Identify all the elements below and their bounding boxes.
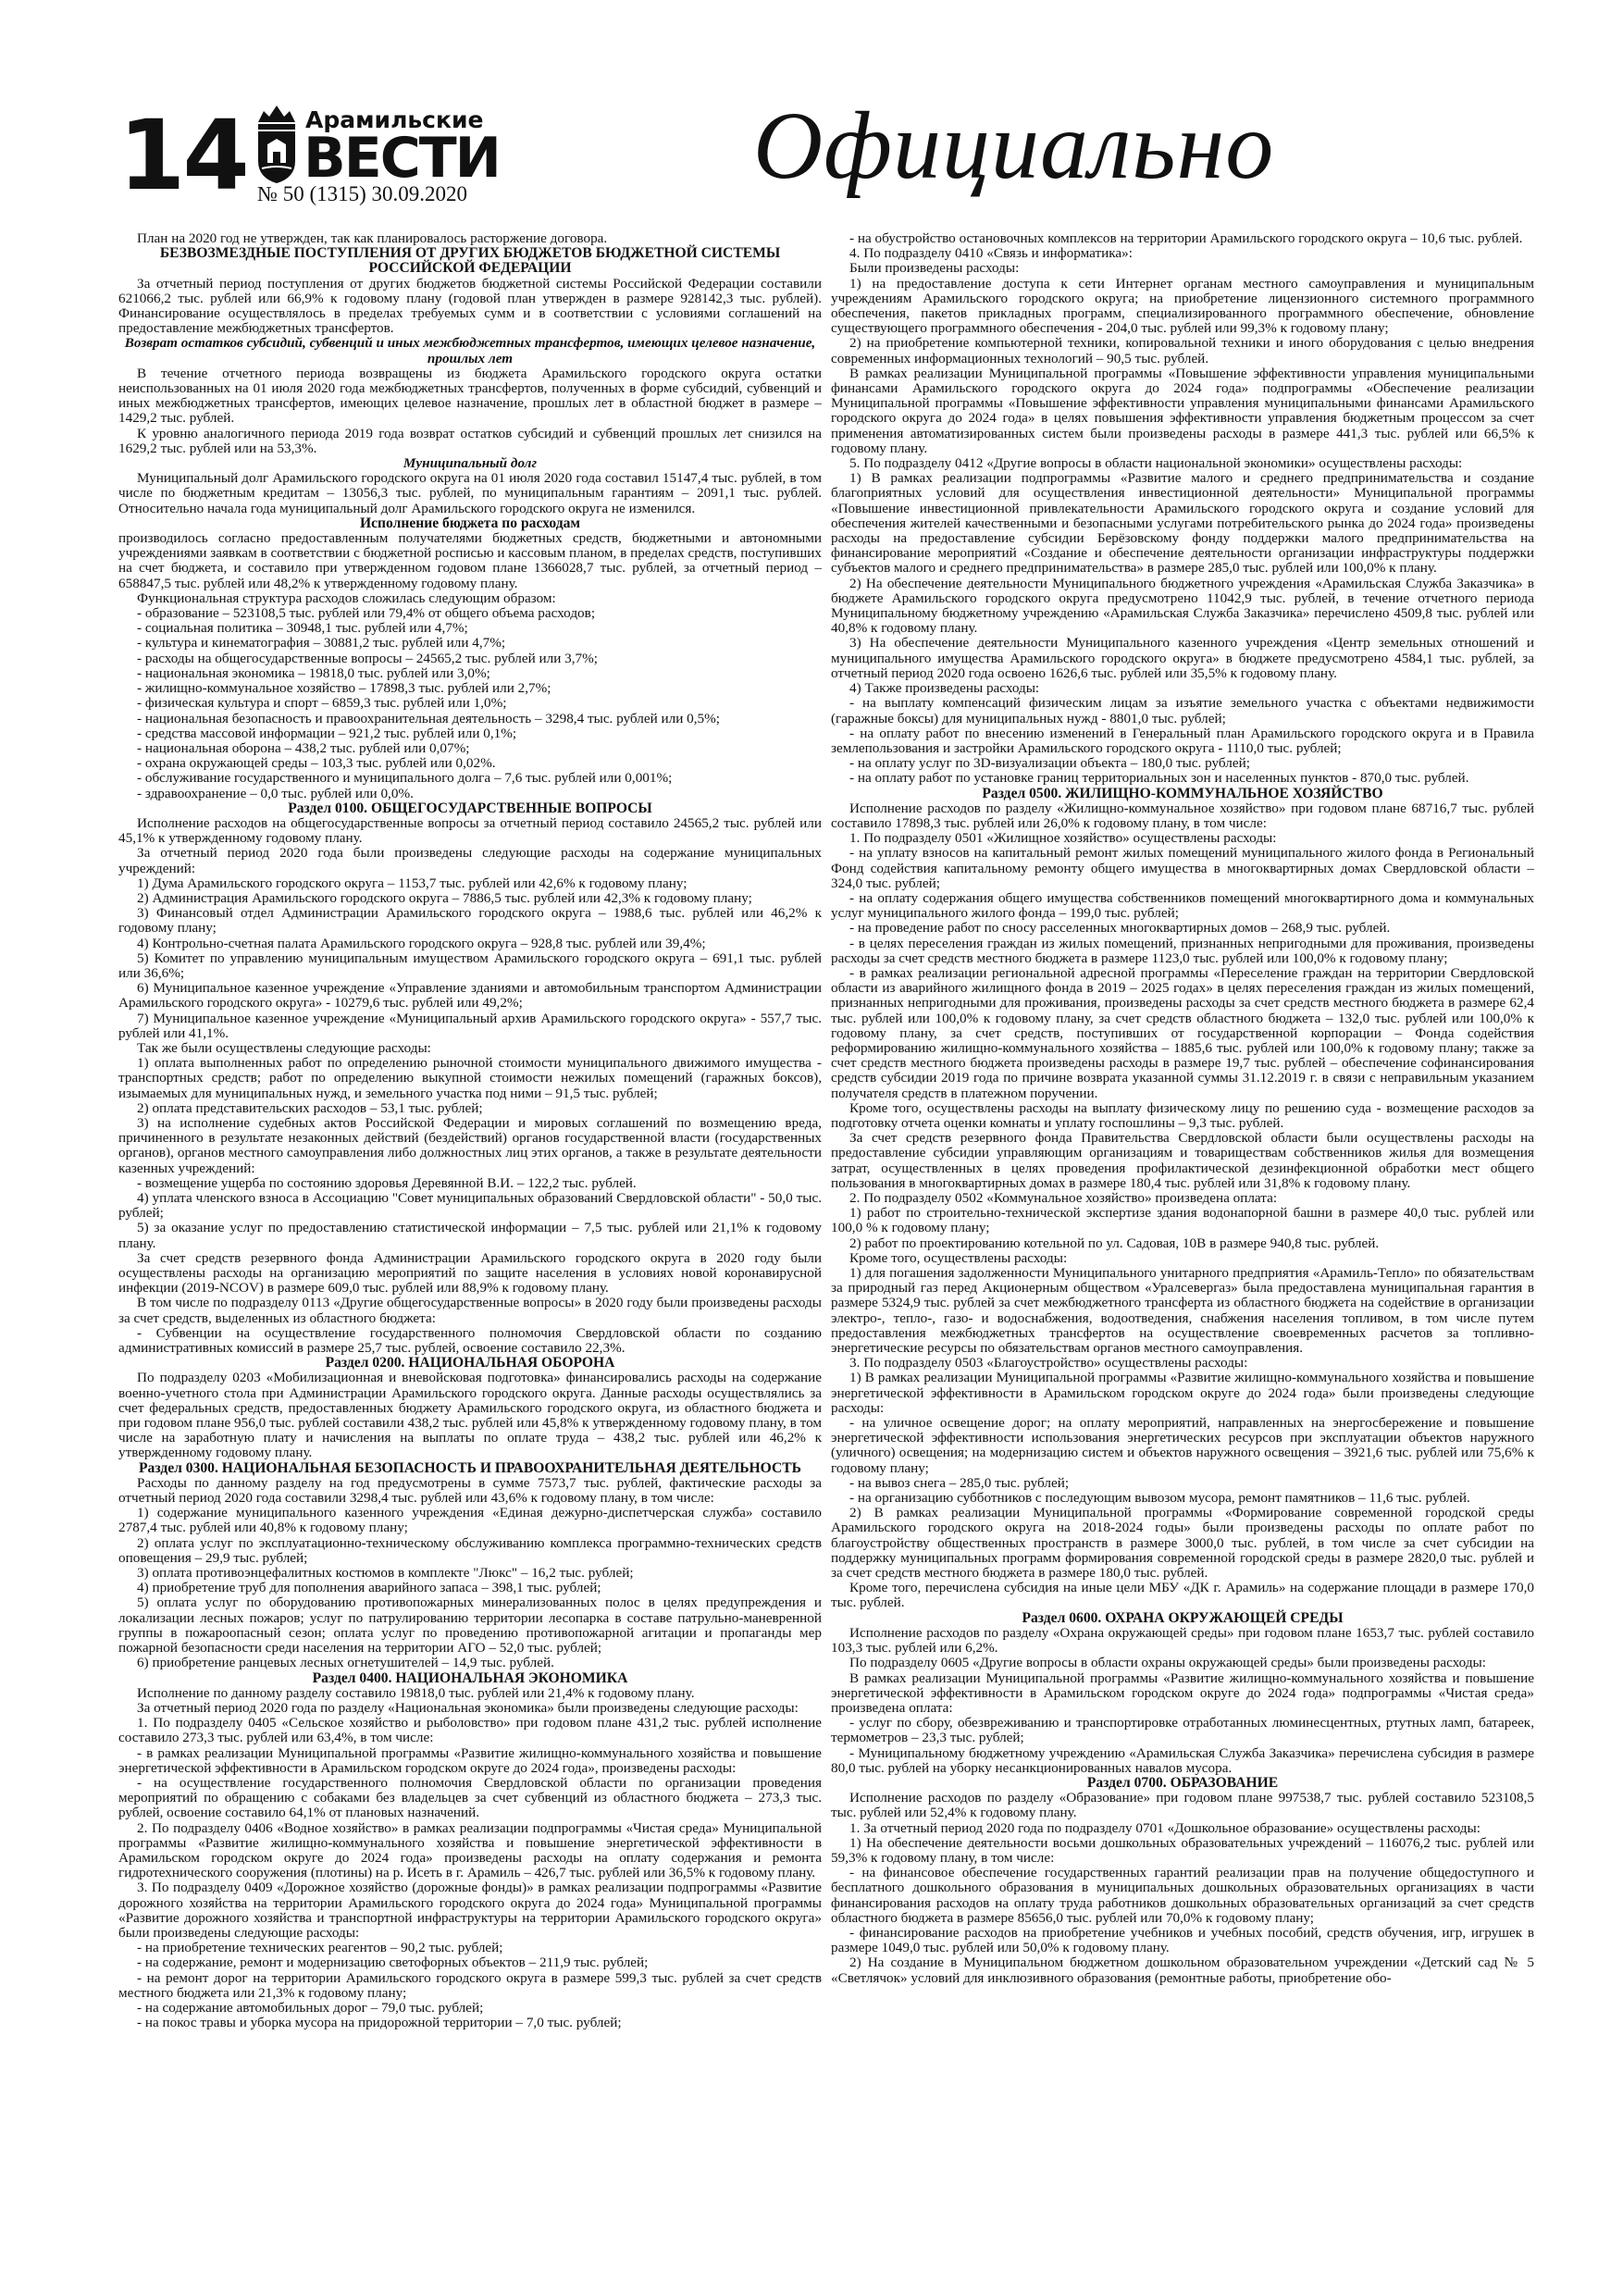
paragraph: По подразделу 0605 «Другие вопросы в области охраны окружающей среды» были произведены расходы: xyxy=(849,1655,1486,1671)
paragraph: Исполнение расходов по разделу «Образование» при годовом плане 997538,7 тыс. рублей составило 523108,5 тыс. рублей или 52,4% к годовому плану. xyxy=(831,1790,1534,1821)
list-item: - на вывоз снега – 285,0 тыс. рублей; xyxy=(849,1474,1070,1491)
paragraph: 2) на приобретение компьютерной техники, копировальной техники и иного оборудования с целью внедрения современных информационных технологий – 90,5 тыс. рублей. xyxy=(831,335,1534,366)
list-item: - на приобретение технических реагентов – 90,2 тыс. рублей; xyxy=(137,1940,503,1956)
paragraph: 5. По подразделу 0412 «Другие вопросы в области национальной экономики» осуществлены расходы: xyxy=(849,455,1463,472)
paragraph: 1) В рамках реализации подпрограммы «Развитие малого и среднего предпринимательства и создание благоприятных условий для осуществления инвестиционной деятельности» Муниципальной программы «Повышение инвестиционной привлекательности Арамильского городского округа и создание условий для обеспечения жителей качественными и безопасными услугами потребительского рынка до 2024 года» произведены расходы на предоставление субсидии Берёзовскому фонду поддержки малого предпринимательства на финансирование мероприятий «Создание и обеспечение деятельности организации инфраструктуры поддержки субъектов малого и среднего предпринимательства» в размере 285,0 тыс. рублей или 100,0% к плану. xyxy=(831,470,1534,577)
list-item: - жилищно-коммунальное хозяйство – 17898,3 тыс. рублей или 2,7%; xyxy=(137,680,551,697)
list-item: - на оплату услуг по 3D-визуализации объекта – 180,0 тыс. рублей; xyxy=(849,755,1250,772)
paragraph: - финансирование расходов на приобретение учебников и учебных пособий, средств обучения, игр, игрушек в размере 1049,0 тыс. рублей или 50,0% к годовому плану. xyxy=(831,1924,1534,1956)
page-number: 14 xyxy=(118,99,247,212)
left-column xyxy=(118,231,822,2277)
logo-main-text: ВЕСТИ xyxy=(304,126,500,191)
list-item: - в целях переселения граждан из жилых помещений, признанных непригодными для проживания, произведены расходы за счет средств местного бюджета в размере 1123,0 тыс. рублей или 100,0% к годовому плану; xyxy=(831,935,1534,966)
paragraph: производилось согласно предоставленным получателями бюджетных средств, бюджетными и автономными учреждениями заявкам в соответствии с бюджетной росписью и кассовым планом, в пределах средств, поступивших на счет бюджета, и составило при утвержденном годовом плане 1366028,7 тыс. рублей, за отчетный период – 658847,5 тыс. рублей или 48,2% к утвержденному годовому плану. xyxy=(118,530,822,591)
list-item: - расходы на общегосударственные вопросы – 24565,2 тыс. рублей или 3,7%; xyxy=(137,650,598,666)
list-item: - национальная безопасность и правоохранительная деятельность – 3298,4 тыс. рублей или 0,5%; xyxy=(137,710,721,726)
list-item: 4) приобретение труб для пополнения аварийного запаса – 398,1 тыс. рублей; xyxy=(137,1580,601,1596)
paragraph: В рамках реализации Муниципальной программы «Развитие жилищно-коммунального хозяйства и повышение энергетической эффективности в Арамильском городском округе до 2024 года» подпрограммы «Чистая среда» произведена оплата: xyxy=(831,1669,1534,1716)
paragraph: Исполнение по данному разделу составило 19818,0 тыс. рублей или 21,4% к годовому плану. xyxy=(137,1684,695,1701)
paragraph: 1. По подразделу 0405 «Сельское хозяйство и рыболовство» при годовом плане 431,2 тыс. рублей исполнение составило 273,3 тыс. рублей или 63,4%, в том числе: xyxy=(118,1715,822,1746)
list-item: 2) Администрация Арамильского городского округа – 7886,5 тыс. рублей или 42,3% к годовому плану; xyxy=(137,889,752,906)
paragraph: 3. По подразделу 0409 «Дорожное хозяйство (дорожные фонды)» в рамках реализации подпрограммы «Развитие дорожного хозяйства на территории Арамильского городского округа до 2024 года» Муниципальной программы «Развитие дорожного хозяйства и транспортной инфраструктуры на территории Арамильского городского округа» были произведены следующие расходы: xyxy=(118,1880,822,1941)
list-item: 3) оплата противоэнцефалитных костюмов в комплекте "Люкс" – 16,2 тыс. рублей; xyxy=(137,1565,634,1582)
paragraph: Исполнение расходов на общегосударственные вопросы за отчетный период составило 24565,2 тыс. рублей или 45,1% к утвержденному годовому плану. xyxy=(118,814,822,847)
section-title: Официально xyxy=(753,93,1275,199)
list-item: - на оплату работ по установке границ территориальных зон и населенных пунктов - 870,0 тыс. рублей. xyxy=(849,770,1469,787)
roads-list xyxy=(118,1941,822,2030)
paragraph: 1) В рамках реализации Муниципальной программы «Развитие жилищно-коммунального хозяйства и повышение энергетической эффективности в Арамильском городском округе до 2024 года» были произведены следующие расходы: xyxy=(831,1370,1534,1416)
list-item: 2) оплата представительских расходов – 53,1 тыс. рублей; xyxy=(137,1099,483,1116)
list-item: - охрана окружающей среды – 103,3 тыс. рублей или 0,02%. xyxy=(137,755,496,772)
heading-section-0700: Раздел 0700. ОБРАЗОВАНИЕ xyxy=(1086,1774,1279,1791)
paragraph: - услуг по сбору, обезвреживанию и транспортировке отработанных люминесцентных, ртутных ламп, батареек, термометров – 23,3 тыс. рублей; xyxy=(831,1715,1534,1746)
heading-return: Возврат остатков субсидий, субвенций и иных межбюджетных трансфертов, имеющих целевое назначение, прошлых лет xyxy=(124,335,816,366)
paragraph: 2) На создание в Муниципальном бюджетном дошкольном образовательном учреждении «Детский сад № 5 «Светлячок» условий для инклюзивного образования (ремонтные работы, приобретение обо- xyxy=(831,1955,1534,1986)
city-coat-of-arms-icon xyxy=(254,104,299,185)
list-item: - возмещение ущерба по состоянию здоровья Деревянной В.И. – 122,2 тыс. рублей. xyxy=(137,1174,637,1191)
paragraph: Функциональная структура расходов сложилась следующим образом: xyxy=(137,590,556,606)
list-item: - в рамках реализации региональной адресной программы «Переселение граждан на территории Свердловской области из аварийного жилищного фонда в 2019 – 2025 годах» в целях переселения граждан из жилых помещений, признанных непригодными для проживания, произведены расходы за счет средств местного бюджета в размере 62,4 тыс. рублей или 100,0% к годовому плану, за счет средств областного бюджета – 132,0 тыс. рублей или 100,0% к годовому плану, за счет средств, поступивших от государственной корпорации – Фонда содействия реформированию жилищно-коммунального хозяйства – 1885,6 тыс. рублей или 100,0% к годовому плану; также за счет средств местного бюджета произведены расходы в размере 19,7 тыс. рублей – обеспечение софинансирования средств субсидии 2019 года по причине возврата указанной суммы 31.12.2019 г. в связи с неправильным указанием получателя средств в платежном поручении. xyxy=(831,964,1534,1101)
list-item: - культура и кинематография – 30881,2 тыс. рублей или 4,7%; xyxy=(137,635,506,652)
paragraph: 1) работ по строительно-технической экспертизе здания водонапорной башни в размере 40,0 тыс. рублей или 100,0 % к годовому плану; xyxy=(831,1205,1534,1236)
list-item: 3) на исполнение судебных актов Российской Федерации и мировых соглашений по возмещению вреда, причиненного в результате незаконных действий (бездействий) органов государственной власти (государственных органов), органов местного самоуправления либо должностных лиц этих органов, а также в результате деятельности казенных учреждений: xyxy=(118,1114,822,1176)
paragraph: К уровню аналогичного периода 2019 года возврат остатков субсидий и субвенций прошлых лет снизился на 1629,2 тыс. рублей или на 53,3%. xyxy=(118,425,822,456)
paragraph: 2) В рамках реализации Муниципальной программы «Формирование современной городской среды Арамильского городского округа на 2018-2024 годы» были произведены расходы по оплате работ по благоустройству общественных пространств в размере 3000,0 тыс. рублей, в том числе за счет субсидии на поддержку муниципальных программ формирования современной городской среды в размере 2820,0 тыс. рублей и за счет средств местного бюджета в размере 180,0 тыс. рублей. xyxy=(831,1505,1534,1582)
paragraph: Кроме того, перечислена субсидия на иные цели МБУ «ДК г. Арамиль» на содержание площади в размере 170,0 тыс. рублей. xyxy=(831,1580,1534,1611)
list-item: - на оплату содержания общего имущества собственников помещений многоквартирного дома и коммунальных услуг муниципального жилого фонда – 199,0 тыс. рублей; xyxy=(831,889,1534,922)
paragraph: За отчетный период 2020 года были произведены следующие расходы на содержание муниципальных учреждений: xyxy=(118,845,822,876)
list-item: - на оплату работ по внесению изменений в Генеральный план Арамильского городского округа и в Правила землепользования и застройки Арамильского городского округа - 1110,0 тыс. рублей; xyxy=(831,725,1534,756)
paragraph: - на осуществление государственного полномочия Свердловской области по организации проведения мероприятий по обращению с собаками без владельцев за счет субвенций из областного бюджета – 273,3 тыс. рублей, освоение составило 64,1% от плановых назначений. xyxy=(118,1774,822,1821)
paragraph: Кроме того, осуществлены расходы на выплату физическому лицу по решению суда - возмещение расходов за подготовку отчета оценки комнаты и уплату госпошлины – 9,3 тыс. рублей. xyxy=(831,1099,1534,1131)
list-item: - на ремонт дорог на территории Арамильского городского округа в размере 599,3 тыс. рублей за счет средств местного бюджета или 21,3% к годовому плану; xyxy=(118,1969,822,2001)
list-item: - на содержание, ремонт и модернизацию светофорных объектов – 211,9 тыс. рублей; xyxy=(137,1955,649,1971)
paragraph: - в рамках реализации Муниципальной программы «Развитие жилищно-коммунального хозяйства и повышение энергетической эффективности в Арамильском городском округе до 2024 года», произведены расходы: xyxy=(118,1744,822,1776)
newspaper-logo xyxy=(254,104,500,191)
expenses-list xyxy=(118,1056,822,1251)
heading-section-0300: Раздел 0300. НАЦИОНАЛЬНАЯ БЕЗОПАСНОСТЬ И ПРАВООХРАНИТЕЛЬНАЯ ДЕЯТЕЛЬНОСТЬ xyxy=(139,1459,801,1476)
paragraph: 1. За отчетный период 2020 года по подразделу 0701 «Дошкольное образование» осуществлены расходы: xyxy=(849,1819,1481,1836)
list-item: - на организацию субботников с последующим вывозом мусора, ремонт памятников – 11,6 тыс. рублей. xyxy=(849,1490,1470,1507)
paragraph: - Субвенции на осуществление государственного полномочия Свердловской области по созданию административных комиссий в размере 25,7 тыс. рублей, освоение составило 22,3%. xyxy=(118,1324,822,1357)
paragraph: Были произведены расходы: xyxy=(849,260,1020,277)
paragraph: За счет средств резервного фонда Администрации Арамильского городского округа в 2020 году были осуществлены расходы на организацию мероприятий по защите населения в условиях новой коронавирусной инфекции (2019-NCOV) в размере 609,0 тыс. рублей или 88,9% к годовому плану. xyxy=(118,1249,822,1297)
list-item: - национальная оборона – 438,2 тыс. рублей или 0,07%; xyxy=(137,739,470,756)
paragraph: Муниципальный долг Арамильского городского округа на 01 июля 2020 года составил 15147,4 тыс. рублей, в том числе по бюджетным кредитам – 13056,3 тыс. рублей, по муниципальным гарантиям – 2091,1 тыс. рублей. Относительно начала года муниципальный долг Арамильского городского округа не изменился. xyxy=(118,470,822,516)
paragraph: - на финансовое обеспечение государственных гарантий реализации прав на получение общедоступного и бесплатного дошкольного образования в муниципальных дошкольных образовательных организациях в части финансирования расходов на оплату труда работников дошкольных образовательных организаций за счет средств областного бюджета в размере 85656,0 тыс. рублей или 70,0% к годовому плану; xyxy=(831,1865,1534,1926)
paragraph: 1. По подразделу 0501 «Жилищное хозяйство» осуществлены расходы: xyxy=(849,830,1277,847)
list-item: 2) оплата услуг по эксплуатационно-техническому обслуживанию комплекса программно-технических средств оповещения – 29,9 тыс. рублей; xyxy=(118,1534,822,1566)
list-item: - на выплату компенсаций физическим лицам за изъятие земельного участка с объектами недвижимости (гаражные боксы) для муниципальных нужд - 8801,0 тыс. рублей; xyxy=(831,695,1534,726)
paragraph: Так же были осуществлены следующие расходы: xyxy=(137,1039,431,1056)
paragraph: 1) на предоставление доступа к сети Интернет органам местного самоуправления и муниципальным учреждениям Арамильского городского округа; на приобретение лицензионного системного программного обеспечения, пакетов прикладных программ, специализированного программного обеспечение, обновление существующего программного обеспечения - 204,0 тыс. рублей или 99,3% к годовому плану; xyxy=(831,275,1534,337)
list-item: 1) оплата выполненных работ по определению рыночной стоимости муниципального движимого имущества - транспортных средств; работ по определению выкупной стоимости нежилых помещений (гаражных боксов), изымаемых для муниципальных нужд, и земельного участка под ними – 91,5 тыс. рублей; xyxy=(118,1055,822,1101)
heading-section-0100: Раздел 0100. ОБЩЕГОСУДАРСТВЕННЫЕ ВОПРОСЫ xyxy=(288,800,652,816)
list-item: 6) приобретение ранцевых лесных огнетушителей – 14,9 тыс. рублей. xyxy=(137,1655,554,1671)
list-item: 1) Дума Арамильского городского округа – 1153,7 тыс. рублей или 42,6% к годовому плану; xyxy=(137,875,688,891)
paragraph: Исполнение расходов по разделу «Охрана окружающей среды» при годовом плане 1653,7 тыс. рублей составило 103,3 тыс. рублей или 6,2%. xyxy=(831,1624,1534,1657)
issue-number-date: № 50 (1315) 30.09.2020 xyxy=(257,182,468,205)
paragraph: 2) На обеспечение деятельности Муниципального бюджетного учреждения «Арамильская Служба Заказчика» в бюджете Арамильского городского округа предусмотрено 11042,9 тыс. рублей, в течение отчетного периода Муниципальному бюджетному учреждению «Арамильская Служба Заказчика» перечислено 4509,8 тыс. рублей или 40,8% к годовому плану. xyxy=(831,575,1534,637)
paragraph: - на обустройство остановочных комплексов на территории Арамильского городского округа – 10,6 тыс. рублей. xyxy=(849,231,1523,246)
paragraph: За счет средств резервного фонда Правительства Свердловской области были осуществлены расходы на предоставление субсидии управляющим организациям и товариществам собственников жилья для возмещения затрат, осуществленных в целях проведения профилактической дезинфекционной обработки мест общего пользования в многоквартирных домах в размере 180,4 тыс. рублей или 31,8% к годовому плану. xyxy=(831,1130,1534,1191)
list-item: - социальная политика – 30948,1 тыс. рублей или 4,7%; xyxy=(137,620,468,637)
paragraph: 4. По подразделу 0410 «Связь и информатика»: xyxy=(849,245,1133,262)
paragraph: 1) На обеспечение деятельности восьми дошкольных образовательных учреждений – 116076,2 тыс. рублей или 59,3% к годовому плану, в том числе: xyxy=(831,1834,1534,1866)
heading-section-0600: Раздел 0600. ОХРАНА ОКРУЖАЮЩЕЙ СРЕДЫ xyxy=(1022,1609,1344,1626)
housing-list xyxy=(831,846,1534,1100)
paragraph: В рамках реализации Муниципальной программы «Повышение эффективности управления муниципальными финансами Арамильского городского округа до 2024 года» подпрограммы «Обеспечение реализации Муниципальной программы «Повышение эффективности управления муниципальными финансами Арамильского городского округа до 2024 года» в целях повышения эффективности управления бюджетным процессом за счет применения автоматизированных систем были произведены расходы в размере 441,3 тыс. рублей или 66,5% к годовому плану. xyxy=(831,365,1534,456)
right-column xyxy=(831,231,1534,2277)
list-item: - на содержание автомобильных дорог – 79,0 тыс. рублей; xyxy=(137,1999,484,2016)
security-list xyxy=(118,1506,822,1670)
list-item: 1) содержание муниципального казенного учреждения «Единая дежурно-диспетчерская служба» составило 2787,4 тыс. рублей или 40,8% к годовому плану; xyxy=(118,1505,822,1536)
list-item: - на проведение работ по сносу расселенных многоквартирных домов – 268,9 тыс. рублей. xyxy=(849,920,1391,937)
paragraph: По подразделу 0203 «Мобилизационная и вневойсковая подготовка» финансировались расходы на содержание военно-учетного стола при Администрации Арамильского городского округа. Данные расходы осуществлялись за счет федеральных средств, предоставленных бюджету Арамильского городского округа, из областного бюджета и при годовом плане 956,0 тыс. рублей составили 438,2 тыс. рублей или 45,8% к утвержденному годовому плану, в том числе на заработную плату и начисления на выплаты по оплате труда – 438,2 тыс. рублей или 46,2% к утвержденному годовому плану. xyxy=(118,1370,822,1461)
heading-section-0400: Раздел 0400. НАЦИОНАЛЬНАЯ ЭКОНОМИКА xyxy=(312,1669,628,1686)
institutions-list xyxy=(118,876,822,1041)
paragraph: За отчетный период 2020 года по разделу «Национальная экономика» были произведены следующие расходы: xyxy=(137,1699,799,1716)
landscaping-list xyxy=(831,1416,1534,1506)
list-item: 4) уплата членского взноса в Ассоциацию "Совет муниципальных образований Свердловской области" - 50,0 тыс. рублей; xyxy=(118,1190,822,1222)
list-item: 4) Контрольно-счетная палата Арамильского городского округа – 928,8 тыс. рублей или 39,4%; xyxy=(137,935,706,951)
list-item: - здравоохранение – 0,0 тыс. рублей или 0,0%. xyxy=(137,785,414,801)
heading-debt: Муниципальный долг xyxy=(403,455,538,472)
paragraph: Исполнение расходов по разделу «Жилищно-коммунальное хозяйство» при годовом плане 68716,7 тыс. рублей составило 17898,3 тыс. рублей или 26,0% к годовому плану, в том числе: xyxy=(831,800,1534,831)
list-item: 6) Муниципальное казенное учреждение «Управление зданиями и автомобильным транспортом Администрации Арамильского городского округа» - 10279,6 тыс. рублей или 49,2%; xyxy=(118,980,822,1011)
logo-top-text: Арамильские xyxy=(305,106,484,133)
paragraph: 2. По подразделу 0406 «Водное хозяйство» в рамках реализации подпрограммы «Чистая среда» Муниципальной программы «Развитие жилищно-коммунального хозяйства и повышение энергетической эффективности в Арамильском городском округе до 2024 года» произведены расходы на оплату содержания и ремонта гидротехнического сооружения (плотины) на р. Исеть в г. Арамиль – 426,7 тыс. рублей или 36,5% к годовому плану. xyxy=(118,1819,822,1881)
paragraph: Расходы по данному разделу на год предусмотрены в сумме 7573,7 тыс. рублей, фактические расходы за отчетный период 2020 года составили 3298,4 тыс. рублей или 43,6% к годовому плану, в том числе: xyxy=(118,1474,822,1507)
list-item: 5) Комитет по управлению муниципальным имуществом Арамильского городского округа – 691,1 тыс. рублей или 36,6%; xyxy=(118,949,822,981)
paragraph: 3) На обеспечение деятельности Муниципального казенного учреждения «Центр земельных отношений и муниципального имущества Арамильского городского округа» в бюджете предусмотрено 4584,1 тыс. рублей, за отчетный период 2020 года освоено 1626,6 тыс. рублей или 35,5% к годовому плану. xyxy=(831,635,1534,681)
paragraph: Кроме того, осуществлены расходы: xyxy=(849,1249,1068,1266)
paragraph: 3. По подразделу 0503 «Благоустройство» осуществлены расходы: xyxy=(849,1355,1248,1371)
intro-paragraph: План на 2020 год не утвержден, так как планировалось расторжение договора. xyxy=(137,231,608,246)
list-item: - на уличное освещение дорог; на оплату мероприятий, направленных на энергосбережение и повышение энергетической эффективности использования энергетических ресурсов при эксплуатации объектов наружного (уличного) освещения; на модернизацию систем и объектов наружного освещения – 3921,6 тыс. рублей или 75,6% к годовому плану; xyxy=(831,1415,1534,1476)
list-item: 5) оплата услуг по оборудованию противопожарных минерализованных полос в целях предупреждения и локализации лесных пожаров; услуг по патрулированию территории лесопарка в составе патрульно-маневренной группы в пожароопасный сезон; оплата услуг по проведению противопожарной агитации и пропаганды мер пожарной безопасности среди населения на территории АГО – 52,0 тыс. рублей; xyxy=(118,1595,822,1657)
paragraph: За отчетный период поступления от других бюджетов бюджетной системы Российской Федерации составили 621066,2 тыс. рублей или 66,9% к годовому плану (годовой план утвержден в размере 928142,3 тыс. рублей). Финансирование осуществлялось в пределах требуемых сумм и в соответствии с условиями соглашений на предоставление межбюджетных трансфертов. xyxy=(118,275,822,337)
list-item: - национальная экономика – 19818,0 тыс. рублей или 3,0%; xyxy=(137,664,490,681)
paragraph: В течение отчетного периода возвращены из бюджета Арамильского городского округа остатки неиспользованных на 01 июля 2020 года межбюджетных трансфертов, полученных в форме субсидий, субвенций и иных межбюджетных трансфертов, имеющих целевое назначение, прошлых лет в областной бюджет в размере – 1429,2 тыс. рублей. xyxy=(118,365,822,427)
list-item: - обслуживание государственного и муниципального долга – 7,6 тыс. рублей или 0,001%; xyxy=(137,770,673,787)
list-item: - образование – 523108,5 тыс. рублей или 79,4% от общего объема расходов; xyxy=(137,605,596,622)
list-item: - на покос травы и уборка мусора на придорожной территории – 7,0 тыс. рублей; xyxy=(137,2015,622,2031)
other-expenses-list xyxy=(831,696,1534,786)
list-item: 5) за оказание услуг по предоставлению статистической информации – 7,5 тыс. рублей или 21,1% к годовому плану. xyxy=(118,1220,822,1251)
structure-list xyxy=(118,606,822,801)
heading-section-0200: Раздел 0200. НАЦИОНАЛЬНАЯ ОБОРОНА xyxy=(325,1355,615,1371)
list-item: - средства массовой информации – 921,2 тыс. рублей или 0,1%; xyxy=(137,725,517,741)
list-item: - на уплату взносов на капитальный ремонт жилых помещений муниципального жилого фонда в Региональный Фонд содействия капитальному ремонту общего имущества в многоквартирных домах Свердловской области – 324,0 тыс. рублей; xyxy=(831,845,1534,891)
paragraph: 2. По подразделу 0502 «Коммунальное хозяйство» произведена оплата: xyxy=(849,1190,1278,1206)
paragraph: 1) для погашения задолженности Муниципального унитарного предприятия «Арамиль-Тепло» по обязательствам за природный газ перед Акционерным обществом «Уралсевергаз» была предоставлена муниципальная гарантия в размере 5324,9 тыс. рублей за счет межбюджетного трансферта из областного бюджета на содействие в организации электро-, тепло-, газо- и водоснабжения, водоотведения, снабжения населения топливом, в том числе путем предоставления межбюджетных трансфертов на осуществление своевременных расчетов за топливно-энергетические ресурсы по обязательствам органов местного самоуправления. xyxy=(831,1265,1534,1357)
list-item: 7) Муниципальное казенное учреждение «Муниципальный архив Арамильского городского округа» - 557,7 тыс. рублей или 41,1%. xyxy=(118,1010,822,1041)
paragraph: - Муниципальному бюджетному учреждению «Арамильская Служба Заказчика» перечислена субсидия в размере 80,0 тыс. рублей на уборку несанкционированных навалов мусора. xyxy=(831,1744,1534,1776)
paragraph: 2) работ по проектированию котельной по ул. Садовая, 10В в размере 940,8 тыс. рублей. xyxy=(849,1235,1380,1251)
list-item: 3) Финансовый отдел Администрации Арамильского городского округа – 1988,6 тыс. рублей или 46,2% к годовому плану; xyxy=(118,905,822,937)
heading-transfers: БЕЗВОЗМЕЗДНЫЕ ПОСТУПЛЕНИЯ ОТ ДРУГИХ БЮДЖЕТОВ БЮДЖЕТНОЙ СИСТЕМЫ РОССИЙСКОЙ ФЕДЕРАЦИИ xyxy=(159,245,781,277)
paragraph: В том числе по подразделу 0113 «Другие общегосударственные вопросы» в 2020 году были произведены расходы за счет средств, выделенных из областного бюджета: xyxy=(118,1295,822,1326)
heading-section-0500: Раздел 0500. ЖИЛИЩНО-КОММУНАЛЬНОЕ ХОЗЯЙСТВО xyxy=(982,785,1383,801)
list-item: - физическая культура и спорт – 6859,3 тыс. рублей или 1,0%; xyxy=(137,695,507,712)
paragraph: 4) Также произведены расходы: xyxy=(849,680,1040,697)
heading-expenditure: Исполнение бюджета по расходам xyxy=(359,515,581,531)
